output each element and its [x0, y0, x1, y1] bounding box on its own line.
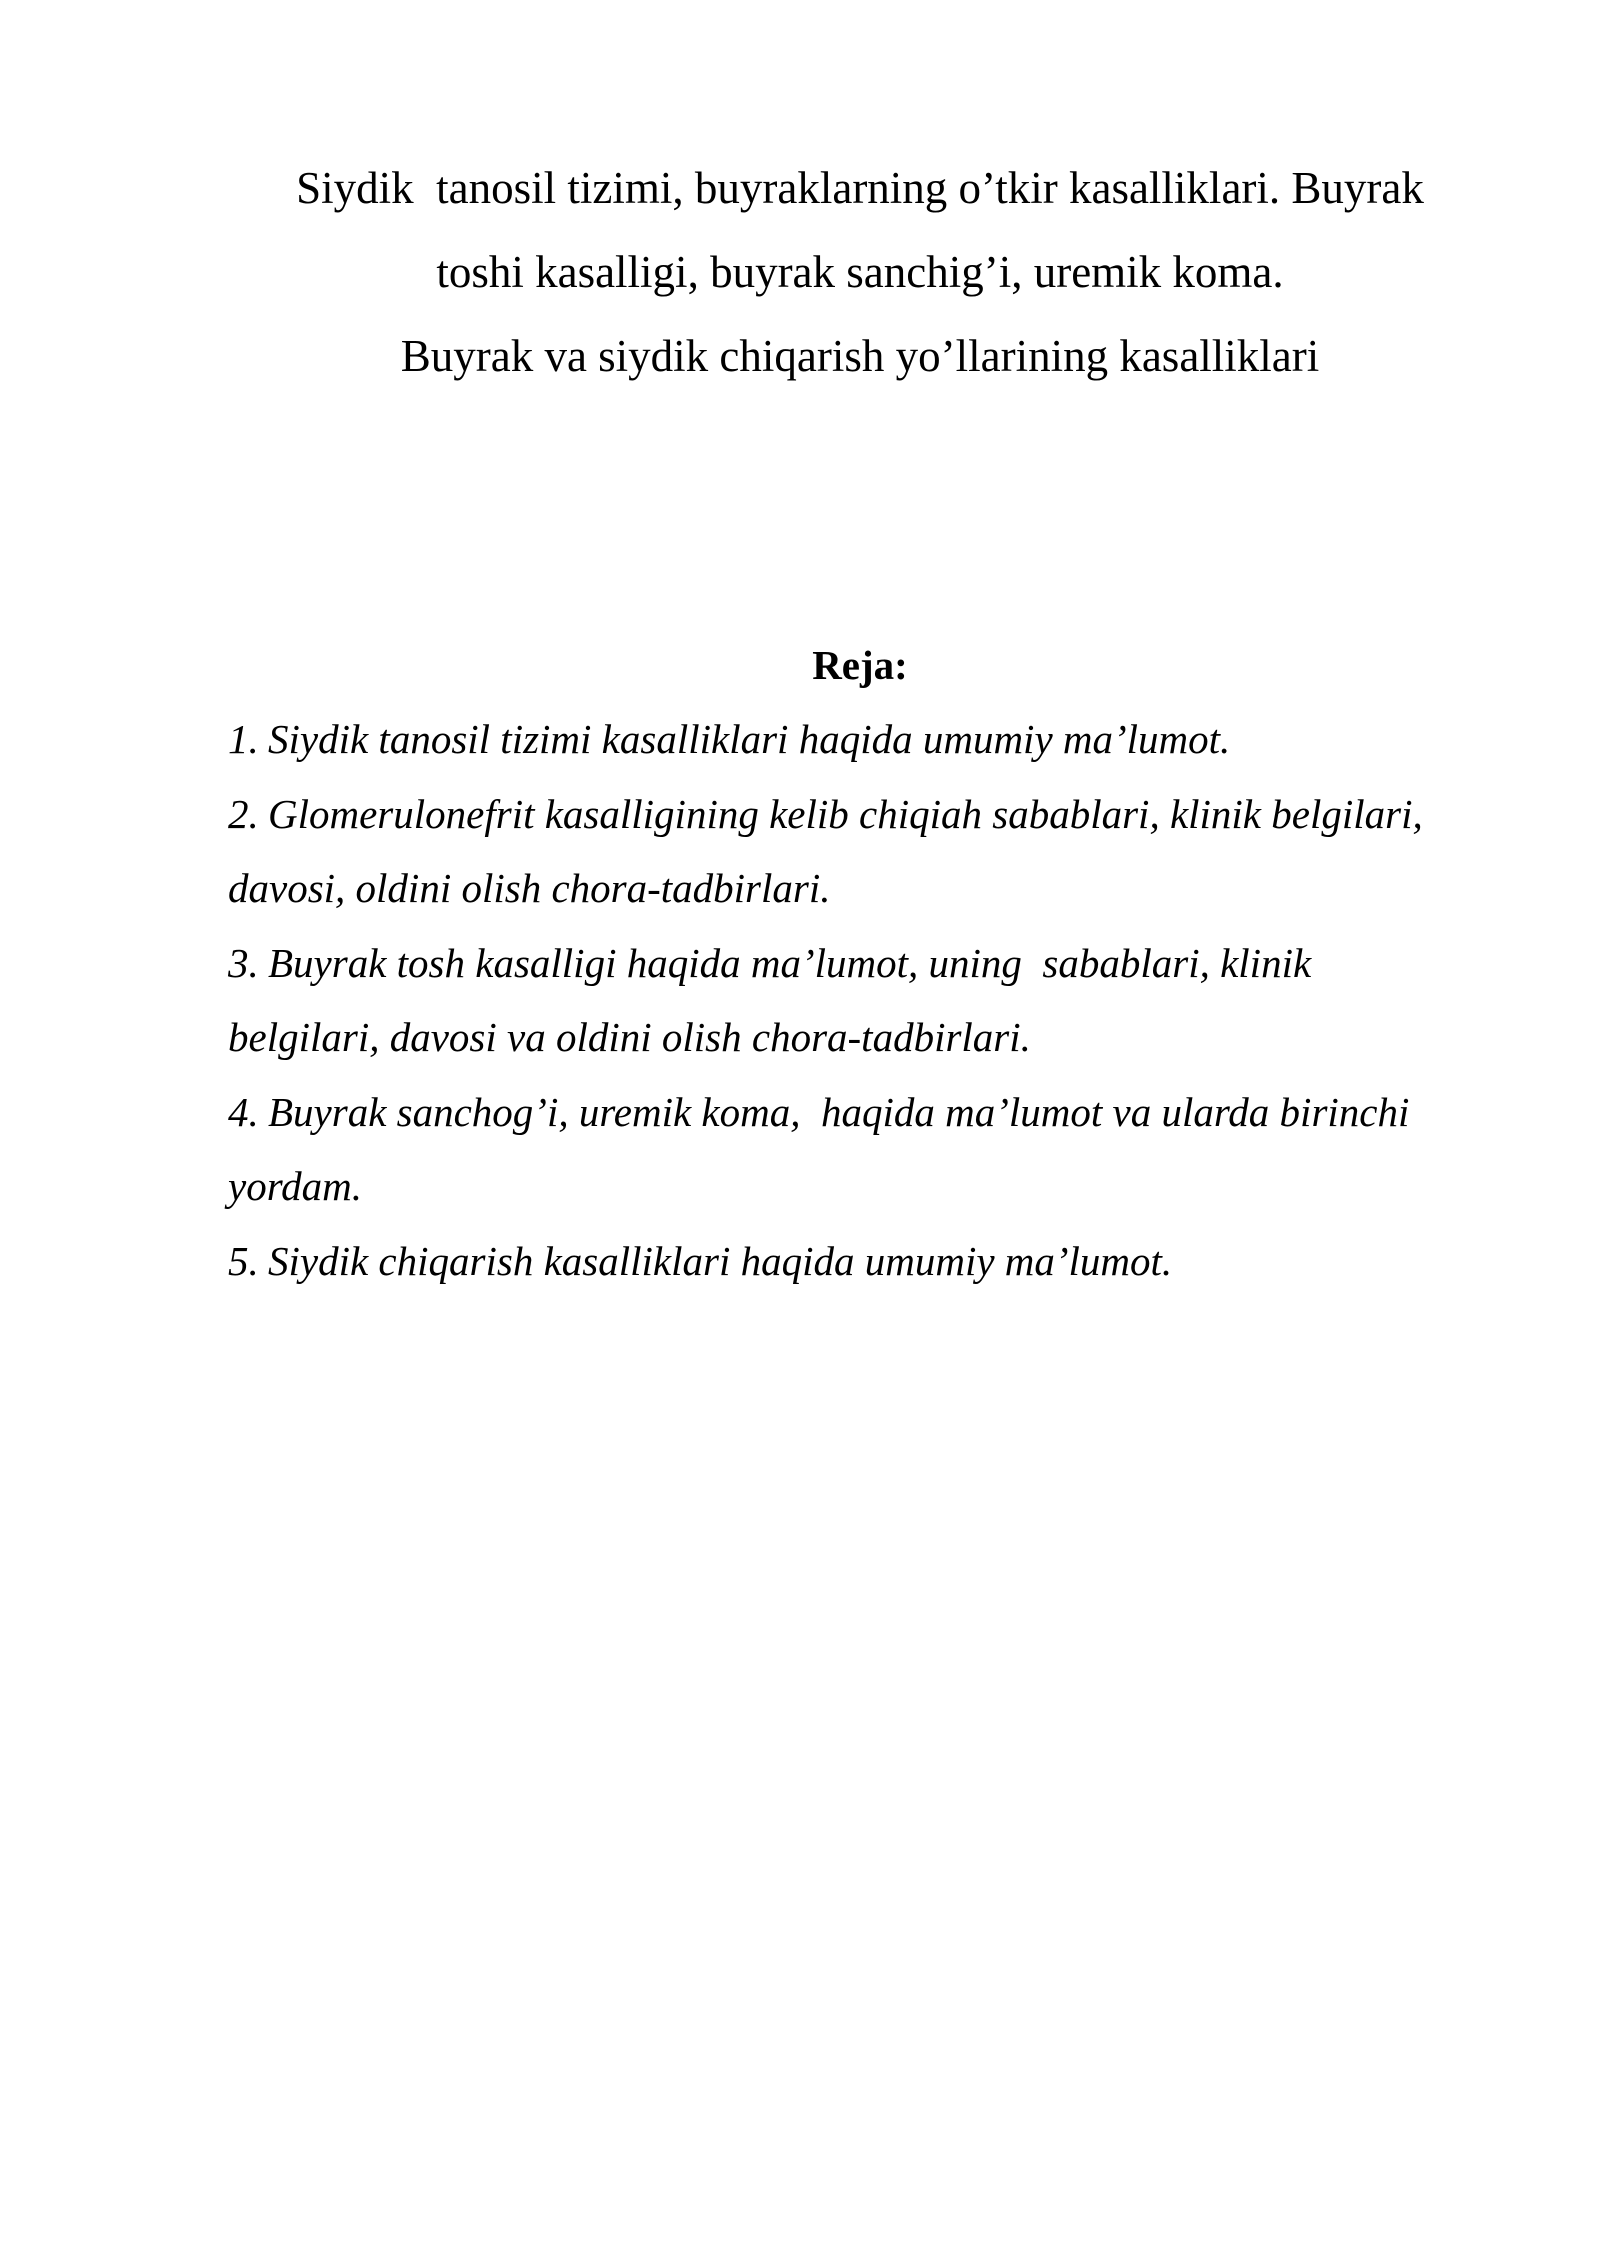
list-item-continuation: davosi, oldini olish chora-tadbirlari. [228, 865, 831, 911]
list-item [228, 1224, 1528, 1299]
plan-list [228, 702, 1528, 1298]
document-title [230, 146, 1490, 398]
plan-heading: Reja: [812, 642, 908, 688]
list-item-text: Buyrak sanchog’i, uremik koma, haqida ma’lumot va ularda birinchi [268, 1088, 1410, 1135]
list-item [228, 777, 1528, 852]
list-item-text: Buyrak tosh kasalligi haqida ma’lumot, uning sabablari, klinik [268, 939, 1312, 986]
list-item-continuation: yordam. [228, 1163, 362, 1209]
list-item-number: 3. [228, 939, 259, 986]
list-item-continuation: belgilari, davosi va oldini olish chora-tadbirlari. [228, 1014, 1031, 1060]
title-line-2: toshi kasalligi, buyrak sanchig’i, uremik koma. [436, 247, 1284, 297]
list-item-number: 2. [228, 790, 259, 837]
list-item-text: Siydik tanosil tizimi kasalliklari haqida umumiy ma’lumot. [268, 716, 1231, 762]
list-item-number: 1. [228, 716, 259, 762]
list-item [228, 926, 1528, 1001]
list-item-number: 5. [228, 1237, 259, 1284]
list-item-number: 4. [228, 1088, 259, 1135]
list-item-text: Glomerulonefrit kasalligining kelib chiqiah sabablari, klinik belgilari, [268, 790, 1423, 837]
list-item-text: Siydik chiqarish kasalliklari haqida umumiy ma’lumot. [268, 1237, 1173, 1284]
list-item [228, 1075, 1528, 1150]
list-item [228, 702, 1528, 777]
title-line-1: Siydik tanosil tizimi, buyraklarning o’tkir kasalliklari. Buyrak [296, 163, 1424, 213]
title-line-3: Buyrak va siydik chiqarish yo’llarining kasalliklari [400, 331, 1320, 381]
